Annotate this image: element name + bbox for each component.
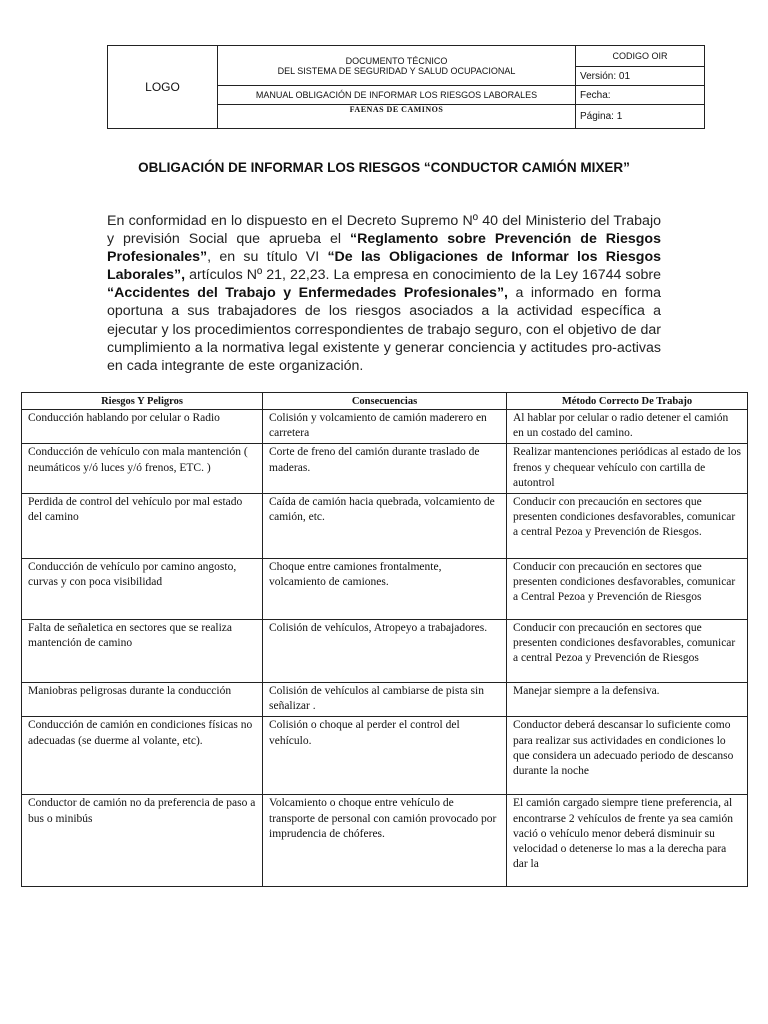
document-type <box>218 46 576 86</box>
logo: LOGO <box>108 46 218 129</box>
table-row <box>22 559 748 620</box>
method-cell: El camión cargado siempre tiene preferencia, al encontrarse 2 vehículos de frente ya sea camión vació o vehículo menor deberá disminuir su velocidad o detenerse lo mas a la derecha para dar la <box>507 795 748 887</box>
risk-cell: Conducción de camión en condiciones físicas no adecuadas (se duerme al volante, etc). <box>22 717 263 795</box>
consequence-cell: Colisión de vehículos al cambiarse de pista sin señalizar . <box>263 683 507 717</box>
area-name: FAENAS DE CAMINOS <box>218 105 576 129</box>
risk-cell: Falta de señaletica en sectores que se realiza mantención de camino <box>22 620 263 683</box>
method-cell: Realizar mantenciones periódicas al estado de los frenos y chequear vehículo con cartilla de autontrol <box>507 444 748 494</box>
table-row <box>22 444 748 494</box>
document-code: CODIGO OIR <box>576 46 705 67</box>
method-cell: Conducir con precaución en sectores que presenten condiciones desfavorables, comunicar a central Pezoa y Prevención de Riesgos. <box>507 494 748 559</box>
document-date: Fecha: <box>576 86 705 105</box>
table-row <box>22 410 748 444</box>
method-cell: Conducir con precaución en sectores que presenten condiciones desfavorables, comunicar a Central Pezoa y Prevención de Riesgos <box>507 559 748 620</box>
risk-cell: Conducción de vehículo con mala mantención ( neumáticos y/ó luces y/ó frenos, ETC. ) <box>22 444 263 494</box>
consequence-cell: Colisión y volcamiento de camión maderero en carretera <box>263 410 507 444</box>
page-title: OBLIGACIÓN DE INFORMAR LOS RIESGOS “CONDUCTOR CAMIÓN MIXER” <box>138 160 630 175</box>
consequence-cell: Corte de freno del camión durante traslado de maderas. <box>263 444 507 494</box>
intro-text-3: artículos Nº 21, 22,23. La empresa en conocimiento de la Ley 16744 sobre <box>185 267 661 284</box>
method-cell: Manejar siempre a la defensiva. <box>507 683 748 717</box>
risk-cell: Perdida de control del vehículo por mal estado del camino <box>22 494 263 559</box>
intro-bold-2: “De las Obligaciones de Informar los Riesgos Laborales”, <box>107 249 661 284</box>
method-cell: Conducir con precaución en sectores que presenten condiciones desfavorables, comunicar a central Pezoa y Prevención de Riesgos <box>507 620 748 683</box>
consequence-cell: Volcamiento o choque entre vehículo de transporte de personal con camión provocado por imprudencia de chóferes. <box>263 795 507 887</box>
consequence-cell: Caída de camión hacia quebrada, volcamiento de camión, etc. <box>263 494 507 559</box>
risk-cell: Maniobras peligrosas durante la conducción <box>22 683 263 717</box>
intro-bold-1: “Reglamento sobre Prevención de Riesgos Profesionales” <box>107 231 661 266</box>
header-method: Método Correcto De Trabajo <box>507 393 748 410</box>
page-number: Página: 1 <box>576 105 705 129</box>
intro-text-2: , en su título VI <box>207 249 328 266</box>
system-name: DEL SISTEMA DE SEGURIDAD Y SALUD OCUPACIONAL <box>277 65 516 76</box>
risk-cell: Conducción hablando por celular o Radio <box>22 410 263 444</box>
risk-cell: Conducción de vehículo por camino angosto, curvas y con poca visibilidad <box>22 559 263 620</box>
table-row <box>22 494 748 559</box>
consequence-cell: Choque entre camiones frontalmente, volcamiento de camiones. <box>263 559 507 620</box>
table-row <box>22 717 748 795</box>
table-row <box>22 683 748 717</box>
table-header-row <box>22 393 748 410</box>
risk-table <box>21 392 748 887</box>
document-version: Versión: 01 <box>576 67 705 86</box>
table-row <box>22 795 748 887</box>
intro-bold-3: “Accidentes del Trabajo y Enfermedades Profesionales”, <box>107 285 508 302</box>
method-cell: Conductor deberá descansar lo suficiente como para realizar sus actividades en condiciones lo que considera un adecuado periodo de descanso durante la noche <box>507 717 748 795</box>
manual-title: MANUAL OBLIGACIÓN DE INFORMAR LOS RIESGOS LABORALES <box>218 86 576 105</box>
table-row <box>22 620 748 683</box>
consequence-cell: Colisión de vehículos, Atropeyo a trabajadores. <box>263 620 507 683</box>
consequence-cell: Colisión o choque al perder el control del vehículo. <box>263 717 507 795</box>
method-cell: Al hablar por celular o radio detener el camión en un costado del camino. <box>507 410 748 444</box>
document-type-line: DOCUMENTO TÉCNICO <box>345 55 448 66</box>
intro-text-4: a informado en forma oportuna a sus trabajadores de los riesgos asociados a la actividad específica a ejecutar y los procedimientos correspondientes de trabajo seguro, con el objetivo de dar cumplimiento a la normativa legal existente y generar conciencia y actitudes pro-activas en cada integrante de este organización. <box>107 285 661 374</box>
intro-text-1: En conformidad en lo dispuesto en el Decreto Supremo Nº 40 del Ministerio del Trabajo y previsión Social que aprueba el <box>107 213 661 248</box>
header-risks: Riesgos Y Peligros <box>22 393 263 410</box>
risk-cell: Conductor de camión no da preferencia de paso a bus o minibús <box>22 795 263 887</box>
header-consequences: Consecuencias <box>263 393 507 410</box>
document-header <box>107 45 705 129</box>
intro-paragraph <box>107 212 661 375</box>
